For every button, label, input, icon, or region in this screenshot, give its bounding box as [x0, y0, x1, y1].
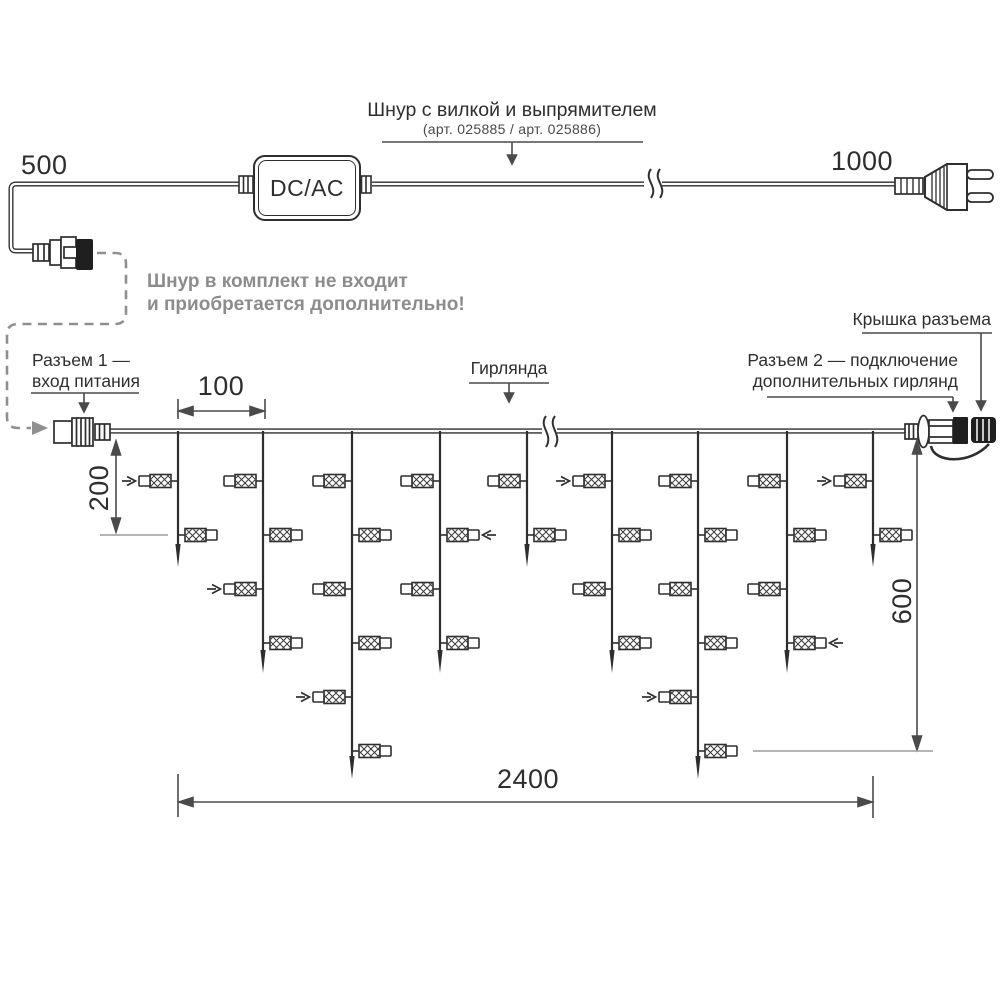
flash-arrow-icon	[207, 585, 221, 594]
led-bulb	[224, 475, 263, 488]
flash-arrow-icon	[556, 477, 570, 486]
garland-drops	[122, 431, 912, 779]
connector1-label	[32, 350, 140, 392]
flash-arrow-icon	[483, 531, 497, 540]
plug-icon	[895, 164, 993, 210]
dc-ac-converter	[253, 155, 361, 221]
leader-connector1	[31, 393, 139, 412]
cord-title: Шнур с вилкой и выпрямителем	[367, 99, 657, 121]
dim-600-label: 600	[886, 577, 917, 625]
flash-arrow-icon	[830, 639, 844, 648]
dim-2400-label: 2400	[496, 764, 560, 794]
led-bulb	[612, 529, 651, 542]
connector2-label-line2: дополнительных гирлянд	[752, 371, 958, 391]
led-bulb	[207, 583, 263, 596]
led-bulb	[263, 529, 302, 542]
led-bulb	[748, 475, 787, 488]
led-bulb	[352, 529, 391, 542]
connector2-label	[678, 350, 958, 392]
led-bulb	[488, 475, 527, 488]
led-bulb	[352, 745, 391, 758]
led-bulb	[178, 529, 217, 542]
garland-drop	[748, 431, 843, 673]
garland-drop	[401, 431, 496, 673]
flash-arrow-icon	[642, 693, 656, 702]
garland-label: Гирлянда	[470, 358, 548, 378]
connector1-label-line1: Разъем 1 —	[32, 350, 130, 370]
length-500-label: 500	[21, 150, 68, 180]
led-bulb	[642, 691, 698, 704]
led-bulb	[787, 637, 843, 650]
led-bulb	[748, 583, 787, 596]
input-connector	[54, 418, 110, 446]
led-bulb	[313, 583, 352, 596]
led-bulb	[612, 637, 651, 650]
garland-drop	[122, 431, 217, 567]
led-bulb	[313, 475, 352, 488]
garland-drop	[817, 431, 912, 567]
led-bulb	[296, 691, 352, 704]
dim-100	[178, 399, 265, 419]
dim-100-label: 100	[197, 371, 245, 401]
led-bulb	[401, 583, 440, 596]
garland-drop	[488, 431, 566, 567]
leader-garland	[469, 383, 549, 402]
flash-arrow-icon	[296, 693, 310, 702]
connector2-label-line1: Разъем 2 — подключение	[747, 350, 958, 370]
power-cord-wire	[11, 184, 896, 251]
led-bulb	[527, 529, 566, 542]
leader-cord-label	[382, 142, 643, 164]
led-bulb	[659, 475, 698, 488]
led-bulb	[122, 475, 178, 488]
garland-break-icon	[544, 416, 558, 447]
led-bulb	[698, 745, 737, 758]
led-bulb	[352, 637, 391, 650]
note-line1: Шнур в комплект не входит	[147, 271, 408, 292]
led-bulb	[556, 475, 612, 488]
flash-arrow-icon	[817, 477, 831, 486]
power-output-connector	[33, 237, 93, 270]
led-bulb	[401, 475, 440, 488]
cord-article-numbers: (арт. 025885 / арт. 025886)	[422, 121, 602, 137]
led-bulb	[787, 529, 826, 542]
led-bulb	[698, 529, 737, 542]
garland-drop	[207, 431, 302, 673]
led-bulb	[440, 637, 479, 650]
dashed-arrow-icon	[32, 421, 48, 435]
connector-cap-icon	[971, 417, 996, 443]
led-bulb	[659, 583, 698, 596]
led-bulb	[573, 583, 612, 596]
dim-200-label: 200	[83, 464, 114, 512]
garland-drop	[642, 431, 737, 779]
led-bulb	[817, 475, 873, 488]
led-bulb	[440, 529, 496, 542]
note-line2: и приобретается дополнительно!	[147, 294, 465, 315]
not-included-note	[147, 270, 465, 316]
inclusion-dashed-route	[7, 253, 126, 435]
garland-drop	[296, 431, 391, 779]
connector1-label-line2: вход питания	[32, 371, 140, 391]
cap-label: Крышка разъема	[852, 309, 991, 329]
leader-connector2	[767, 397, 958, 411]
garland-drop	[556, 431, 651, 673]
led-bulb	[698, 637, 737, 650]
length-1000-label: 1000	[830, 146, 894, 176]
dimension-lines	[100, 399, 933, 818]
cord-break-icon	[649, 169, 663, 198]
led-bulb	[873, 529, 912, 542]
led-bulb	[263, 637, 302, 650]
dc-ac-label: DC/AC	[258, 160, 356, 216]
